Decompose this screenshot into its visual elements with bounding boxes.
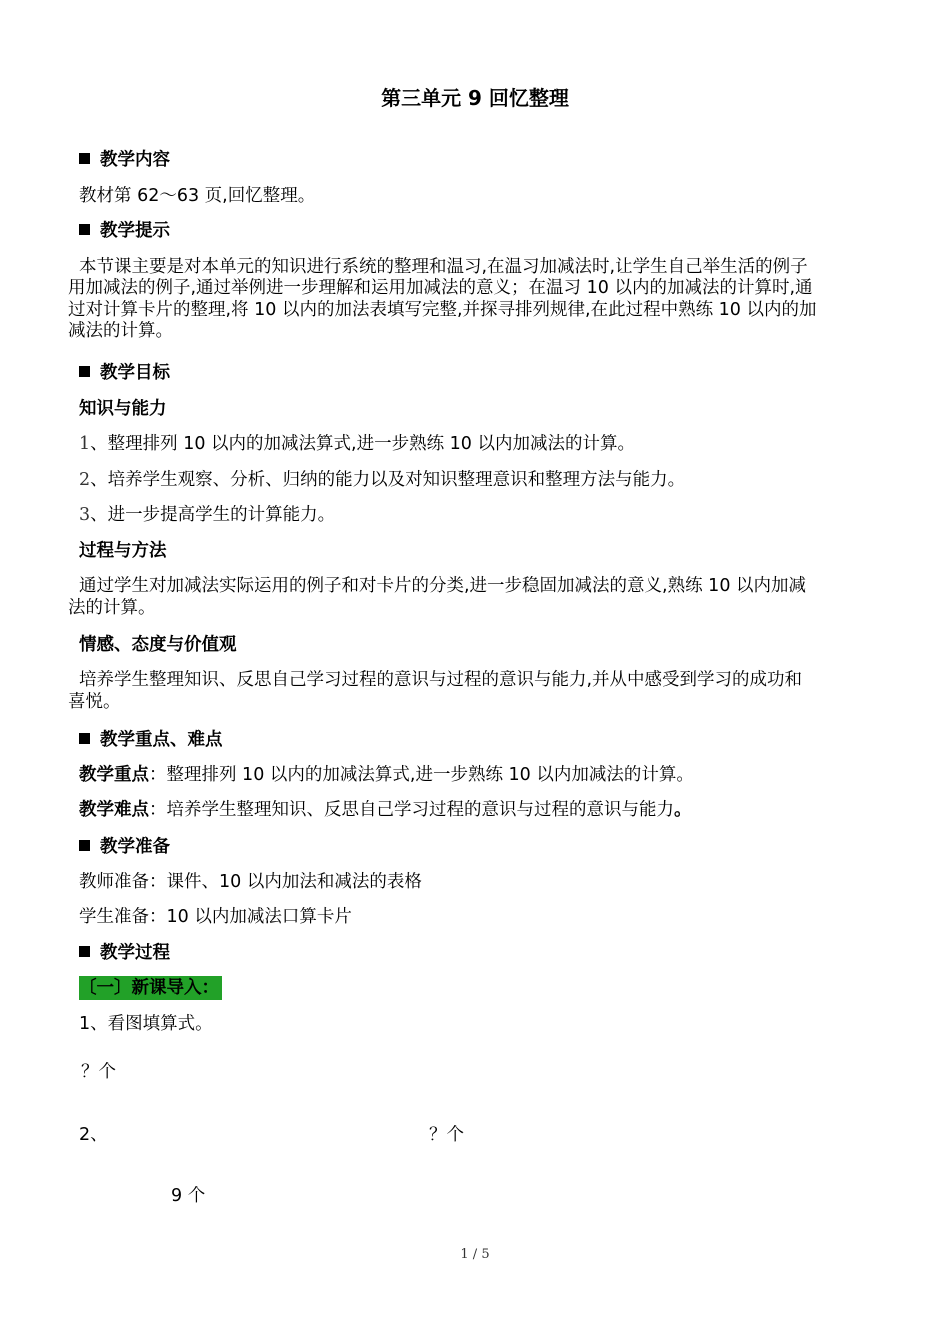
question-count-2: ？个 <box>429 1125 464 1145</box>
question-count-1: ？个 <box>81 1062 116 1082</box>
difficulty-line: 教学难点：培养学生整理知识、反思自己学习过程的意识与过程的意识与能力。 <box>79 800 692 820</box>
goal-item-3: 3、进一步提高学生的计算能力。 <box>79 505 336 525</box>
process-line-1: 通过学生对加减法实际运用的例子和对卡片的分类,进一步稳固加减法的意义,熟练 10 以内加减 <box>79 576 807 596</box>
square-bullet-icon <box>79 224 90 235</box>
square-bullet-icon <box>79 840 90 851</box>
content-text: 教材第 62～63 页,回忆整理。 <box>79 186 316 206</box>
hints-line-3: 过对计算卡片的整理,将 10 以内的加法表填写完整,并探寻排列规律,在此过程中熟练 10 以内的加 <box>68 300 817 320</box>
goal-item-2: 2、培养学生观察、分析、归纳的能力以及对知识整理意识和整理方法与能力。 <box>79 470 686 490</box>
focus-line: 教学重点：整理排列 10 以内的加减法算式,进一步熟练 10 以内加减法的计算。 <box>79 765 694 785</box>
process-line-2: 法的计算。 <box>68 598 156 618</box>
emotion-line-2: 喜悦。 <box>68 692 121 712</box>
hints-line-4: 减法的计算。 <box>68 321 173 341</box>
hints-line-1: 本节课主要是对本单元的知识进行系统的整理和温习,在温习加减法时,让学生自己举生活的例子 <box>79 257 808 277</box>
goal-item-1: 1、整理排列 10 以内的加减法算式,进一步熟练 10 以内加减法的计算。 <box>79 434 635 454</box>
subheading-knowledge: 知识与能力 <box>79 399 167 419</box>
prep-student: 学生准备：10 以内加减法口算卡片 <box>79 907 352 927</box>
hints-line-2: 用加减法的例子,通过举例进一步理解和运用加减法的意义；在温习 10 以内的加减法的计算时,通 <box>68 278 813 298</box>
square-bullet-icon <box>79 946 90 957</box>
step-1: 1、看图填算式。 <box>79 1014 213 1034</box>
heading-prep: 教学准备 <box>79 837 170 857</box>
subheading-emotion: 情感、态度与价值观 <box>79 635 237 655</box>
square-bullet-icon <box>79 733 90 744</box>
heading-hints: 教学提示 <box>79 221 170 241</box>
page-number: 1 / 5 <box>460 1247 490 1262</box>
page-title: 第三单元 9 回忆整理 <box>381 86 569 110</box>
subheading-process: 过程与方法 <box>79 541 167 561</box>
heading-content: 教学内容 <box>79 150 170 170</box>
intro-highlight-label: 〔一〕新课导入： <box>79 976 222 1000</box>
emotion-line-1: 培养学生整理知识、反思自己学习过程的意识与过程的意识与能力,并从中感受到学习的成功和 <box>79 670 803 690</box>
step-2: 2、 <box>79 1125 108 1145</box>
heading-process-steps: 教学过程 <box>79 943 170 963</box>
square-bullet-icon <box>79 153 90 164</box>
count-nine: 9 个 <box>171 1186 206 1206</box>
heading-keypoints: 教学重点、难点 <box>79 730 223 750</box>
heading-goals: 教学目标 <box>79 363 170 383</box>
prep-teacher: 教师准备：课件、10 以内加法和减法的表格 <box>79 872 422 892</box>
square-bullet-icon <box>79 366 90 377</box>
